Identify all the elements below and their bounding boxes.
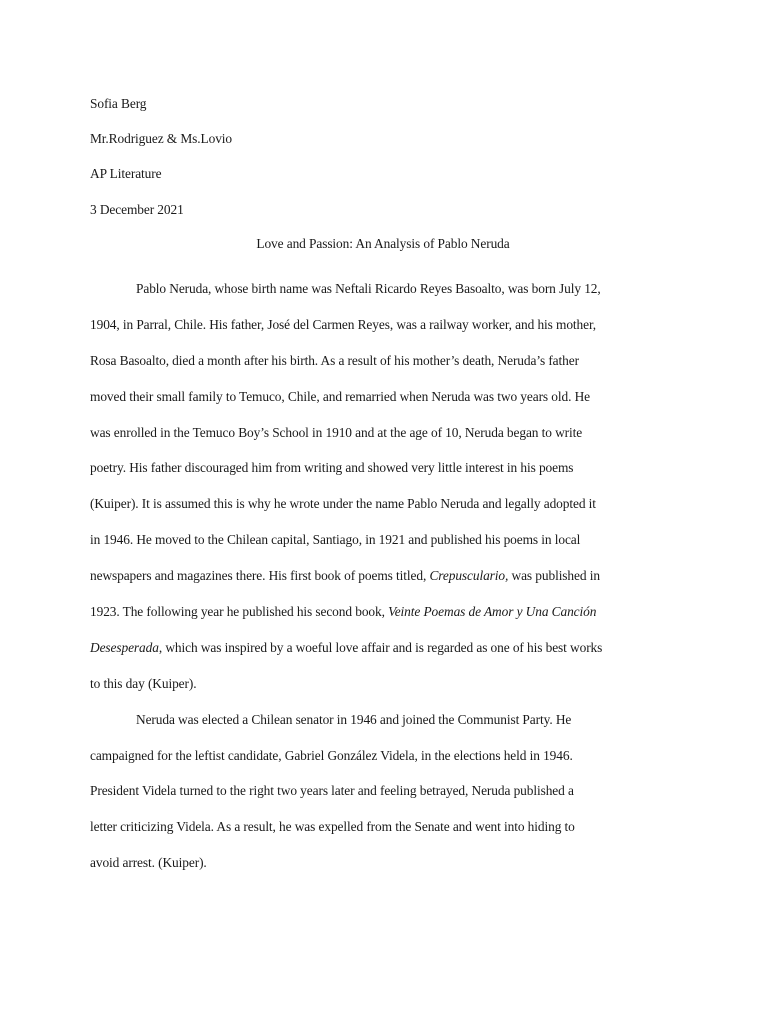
text-line: to this day (Kuiper). (90, 675, 197, 691)
paragraph-1 (90, 271, 700, 702)
text-line: moved their small family to Temuco, Chile, and remarried when Neruda was two years old. He (90, 388, 591, 404)
essay-body (90, 271, 700, 881)
teacher-names: Mr.Rodriguez & Ms.Lovio (90, 131, 233, 146)
course-name: AP Literature (90, 166, 162, 181)
book-title-veinte-poemas-cont: Desesperada (90, 639, 159, 655)
essay-title: Love and Passion: An Analysis of Pablo Neruda (256, 236, 510, 251)
text-line (90, 594, 700, 630)
text-line: 1904, in Parral, Chile. His father, José del Carmen Reyes, was a railway worker, and his mother, (90, 316, 597, 332)
text-line (90, 630, 700, 666)
text-segment: was published in (508, 568, 600, 584)
text-line: Rosa Basoalto, died a month after his birth. As a result of his mother’s death, Neruda’s father (90, 352, 579, 368)
book-title-veinte-poemas: Veinte Poemas de Amor y Una Canción (388, 604, 597, 620)
text-line: in 1946. He moved to the Chilean capital, Santiago, in 1921 and published his poems in local (90, 532, 581, 548)
text-line: was enrolled in the Temuco Boy’s School in 1910 and at the age of 10, Neruda began to write (90, 424, 583, 440)
text-segment: 1923. The following year he published his second book, (90, 604, 389, 620)
text-segment: , which was inspired by a woeful love affair and is regarded as one of his best works (158, 639, 603, 655)
book-title-crepusculario: Crepusculario, (429, 568, 509, 584)
paragraph-2 (90, 702, 700, 881)
text-line: (Kuiper). It is assumed this is why he wrote under the name Pablo Neruda and legally adopted it (90, 496, 596, 512)
text-line: poetry. His father discouraged him from writing and showed very little interest in his poems (90, 460, 574, 476)
author-name: Sofia Berg (90, 96, 147, 111)
text-line: letter criticizing Videla. As a result, he was expelled from the Senate and went into hiding to (90, 819, 575, 835)
text-line: President Videla turned to the right two years later and feeling betrayed, Neruda published a (90, 783, 574, 799)
essay-date: 3 December 2021 (90, 202, 184, 217)
text-segment: newspapers and magazines there. His first book of poems titled, (90, 568, 430, 584)
text-line: Neruda was elected a Chilean senator in 1946 and joined the Communist Party. He (136, 711, 572, 727)
text-line: campaigned for the leftist candidate, Gabriel González Videla, in the elections held in 1946. (90, 747, 573, 763)
text-line: Pablo Neruda, whose birth name was Neftali Ricardo Reyes Basoalto, was born July 12, (136, 281, 601, 296)
text-line: avoid arrest. (Kuiper). (90, 855, 207, 871)
text-line (90, 558, 700, 594)
